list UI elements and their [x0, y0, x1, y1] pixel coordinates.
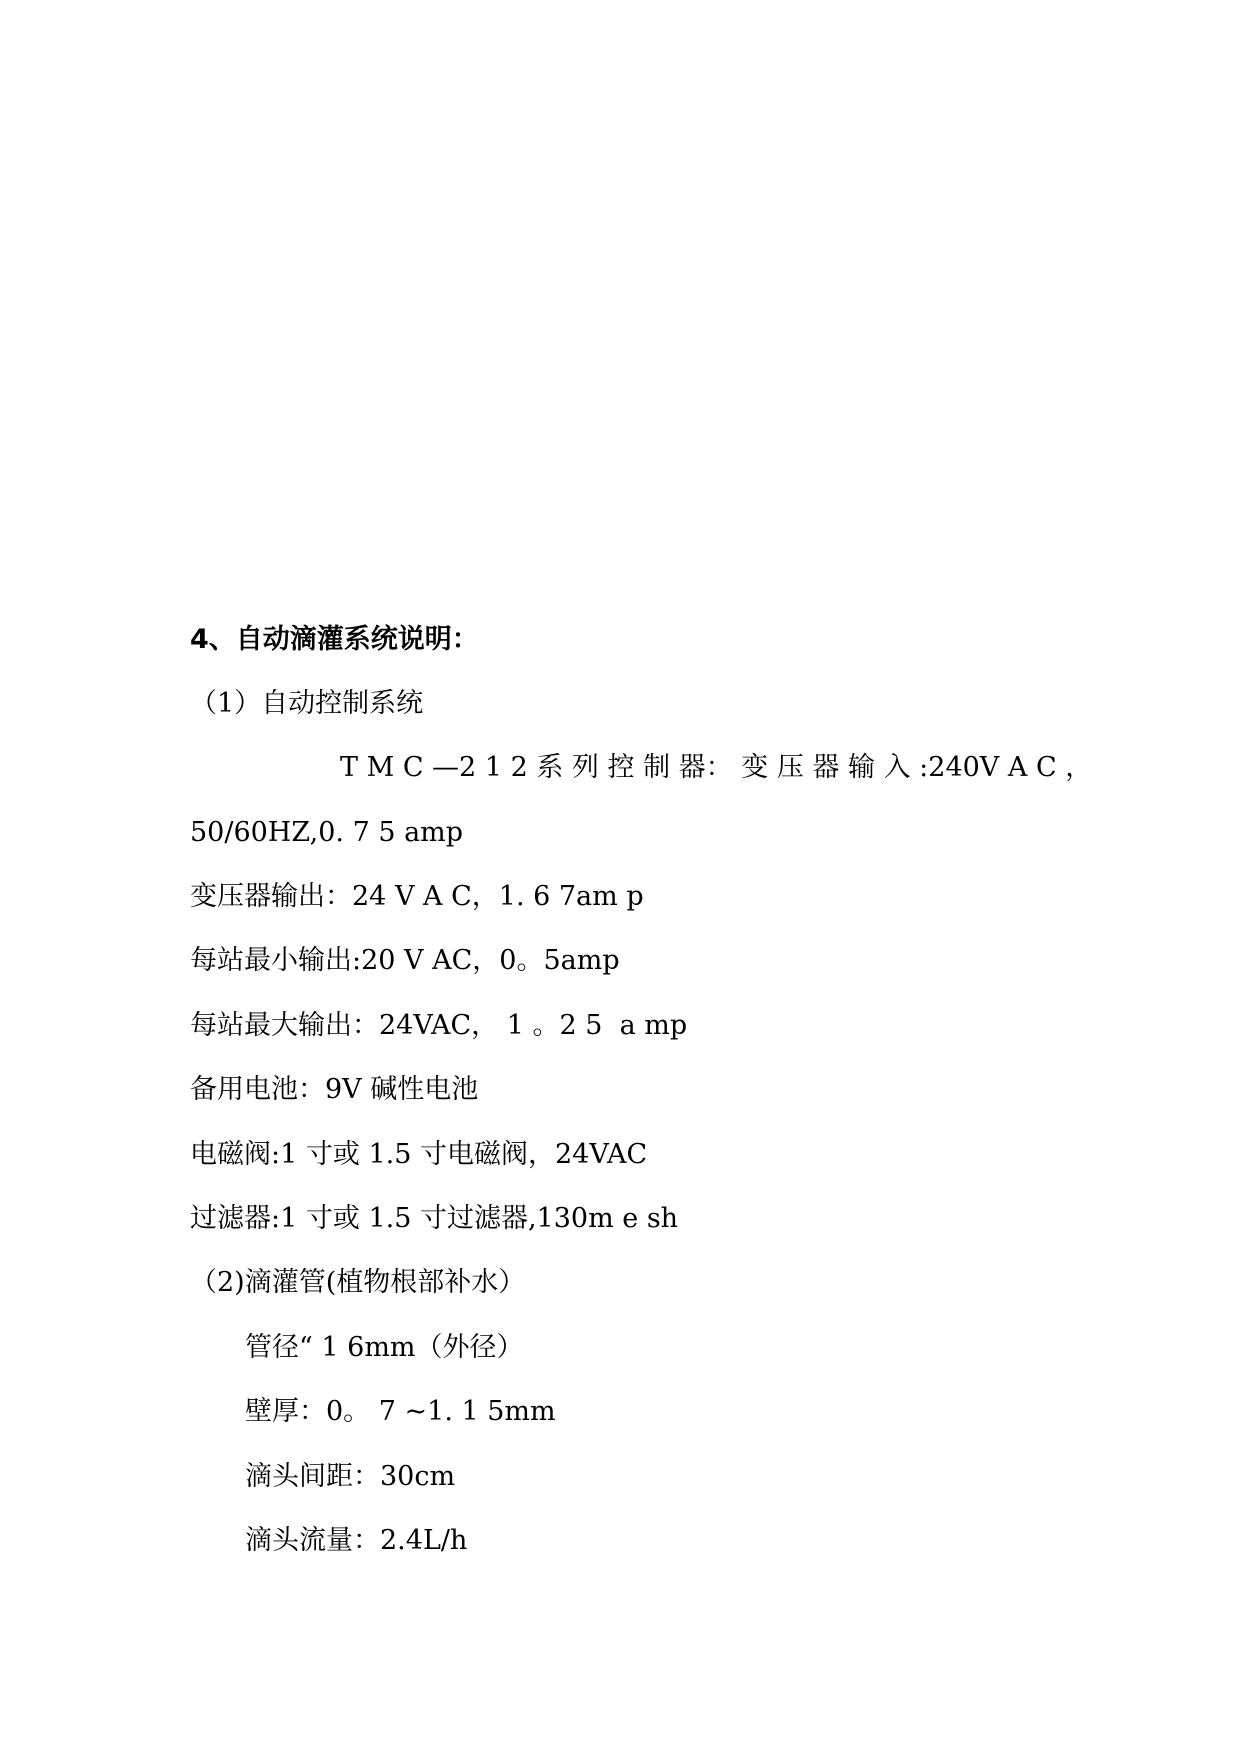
- spec-line: T M C —2 1 2 系 列 控 制 器： 变 压 器 输 入 :240V A C ，: [340, 752, 1093, 783]
- spec-line: 50/60HZ,0. 7 5 amp: [190, 817, 464, 848]
- spec-line: 滴头间距：30cm: [245, 1461, 456, 1492]
- spec-line: 备用电池：9V 碱性电池: [190, 1074, 479, 1105]
- spec-line: 电磁阀:1 寸或 1.5 寸电磁阀，24VAC: [190, 1139, 648, 1170]
- spec-line: 过滤器:1 寸或 1.5 寸过滤器,130m e sh: [190, 1203, 679, 1234]
- subsection-title: （1）自动控制系统: [190, 688, 424, 719]
- spec-line: 变压器输出：24 V A C，1. 6 7am p: [190, 881, 644, 912]
- spec-line: 滴头流量：2.4L/h: [245, 1525, 468, 1556]
- section-heading: 4、自动滴灌系统说明：: [190, 624, 479, 655]
- spec-line: 管径“ 1 6mm（外径）: [245, 1332, 524, 1363]
- subsection-title: （2)滴灌管(植物根部补水）: [190, 1267, 526, 1298]
- spec-line: 每站最大输出：24VAC， 1 。2 5 a mp: [190, 1010, 688, 1041]
- spec-line: 壁厚：0。 7 ~1. 1 5mm: [245, 1396, 556, 1427]
- spec-line: 每站最小输出:20 V AC，0。5amp: [190, 945, 620, 976]
